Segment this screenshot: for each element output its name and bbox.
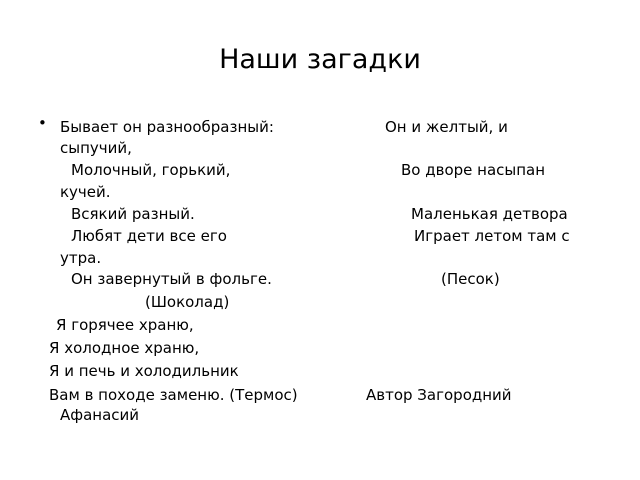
riddle-sand-line-2-wrap: кучей.	[60, 183, 111, 201]
riddle-chocolate-line-4: Любят дети все его	[71, 227, 227, 245]
riddle-chocolate-line-3: Всякий разный.	[71, 205, 195, 223]
riddle-sand-line-4-wrap: утра.	[60, 249, 102, 267]
author-line-1: Автор Загородний	[366, 386, 512, 404]
riddle-sand-line-1-wrap: сыпучий,	[60, 139, 132, 157]
riddle-thermos-line-3: Я и печь и холодильник	[49, 362, 239, 380]
riddle-sand-line-2: Во дворе насыпан	[401, 161, 546, 179]
riddle-sand-line-4: Играет летом там с	[414, 227, 570, 245]
riddle-thermos-line-2: Я холодное храню,	[49, 339, 200, 357]
riddle-sand-line-3: Маленькая детвора	[411, 205, 568, 223]
riddle-chocolate-answer: (Шоколад)	[145, 293, 230, 311]
riddle-sand-answer: (Песок)	[441, 270, 500, 288]
author-line-2: Афанасий	[60, 406, 140, 424]
riddle-chocolate-line-5: Он завернутый в фольге.	[71, 270, 272, 288]
riddle-thermos-line-1: Я горячее храню,	[56, 316, 194, 334]
riddle-chocolate-line-1: Бывает он разнообразный:	[60, 118, 274, 136]
bullet-icon: •	[38, 114, 47, 132]
slide-title: Наши загадки	[219, 44, 421, 75]
riddle-sand-line-1: Он и желтый, и	[385, 118, 508, 136]
riddle-chocolate-line-2: Молочный, горький,	[71, 161, 231, 179]
riddle-thermos-line-4: Вам в походе заменю. (Термос)	[49, 386, 298, 404]
